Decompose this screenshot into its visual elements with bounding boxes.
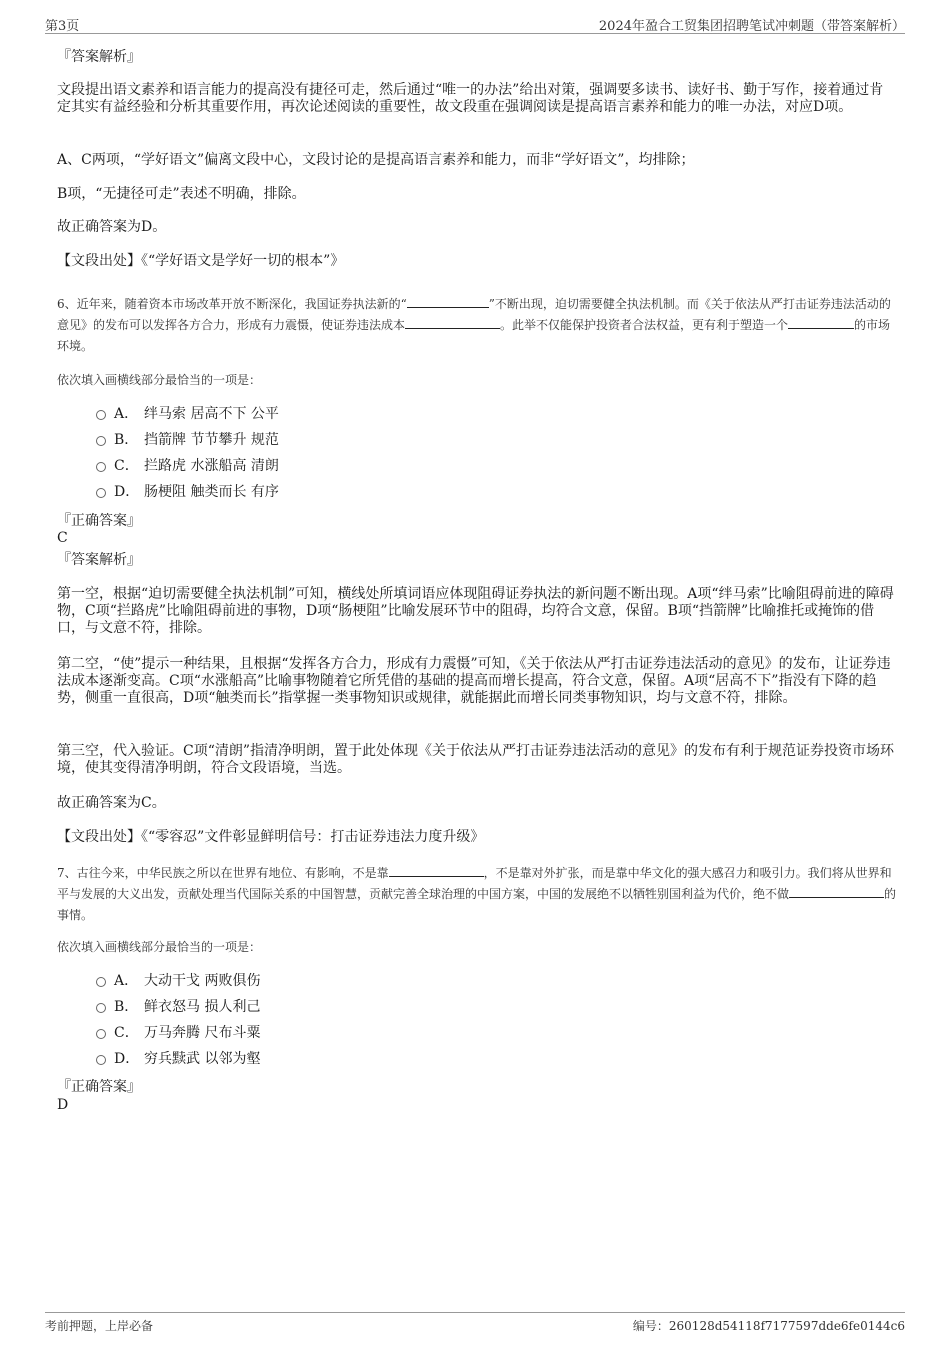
q6-correct-answer: C: [57, 530, 68, 546]
q6-option-d[interactable]: D． 肠梗阻 触类而长 有序: [96, 482, 279, 508]
q6-option-c[interactable]: C． 拦路虎 水涨船高 清朗: [96, 456, 279, 482]
q7-option-c[interactable]: C． 万马奔腾 尺布斗粟: [96, 1023, 260, 1049]
radio-icon[interactable]: [96, 1055, 106, 1065]
document-title: 2024年盈合工贸集团招聘笔试冲刺题（带答案解析）: [598, 19, 905, 34]
q7-stem: 7、古往今来，中华民族之所以在世界有地位、有影响，不是靠 ，不是靠对外扩张，而是靠中华文化的强大感召力和吸引力。我们将从世界和平与发展的大义出发，贡献处理当代国际关系的中国智慧，贡献完善全球治理的中国方案，中国的发展绝不以牺牲别国利益为代价，绝不做 的事情。: [57, 866, 897, 922]
radio-icon[interactable]: [96, 410, 106, 420]
q6-option-b[interactable]: B． 挡箭牌 节节攀升 规范: [96, 430, 279, 456]
q6-analysis-para4: 故正确答案为C。: [57, 795, 166, 811]
q6-options: [96, 404, 279, 508]
q6-stem: 6、近年来，随着资本市场改革开放不断深化，我国证券执法新的“ ”不断出现，迫切需要健全执法机制。而《关于依法从严打击证券违法活动的意见》的发布可以发挥各方合力，形成有力震慑，使证券违法成本 。此举不仅能保护投资者合法权益，更有利于塑造一个 的市场环境。: [57, 297, 891, 353]
q5-analysis-label: 『答案解析』: [57, 49, 141, 65]
q7-correct-label: 『正确答案』: [57, 1079, 141, 1095]
q7-option-b[interactable]: B． 鲜衣怒马 损人利己: [96, 997, 260, 1023]
q7-blank-2: [789, 885, 884, 898]
q6-prompt: 依次填入画横线部分最恰当的一项是：: [57, 373, 262, 387]
q5-source: 【文段出处】《“学好语文是学好一切的根本”》: [57, 253, 345, 269]
q7-option-a[interactable]: A． 大动干戈 两败俱伤: [96, 971, 260, 997]
q6-analysis-para3: 第三空，代入验证。C项“清朗”指清净明朗，置于此处体现《关于依法从严打击证券违法活动的意见》的发布有利于规范证券投资市场环境，使其变得清净明朗，符合文段语境，当选。: [57, 743, 895, 776]
q5-analysis-para3: B项，“无捷径可走”表述不明确，排除。: [57, 186, 306, 202]
q6-source: 【文段出处】《“零容忍”文件彰显鲜明信号：打击证券违法力度升级》: [57, 829, 485, 845]
q6-analysis-label: 『答案解析』: [57, 552, 141, 568]
q6-blank-3: [788, 316, 854, 329]
q6-blank-1: [407, 295, 489, 308]
q7-blank-1: [389, 864, 484, 877]
q6-analysis-para1: 第一空，根据“迫切需要健全执法机制”可知，横线处所填词语应体现阻碍证券执法的新问题不断出现。A项“绊马索”比喻阻碍前进的障碍物，C项“拦路虎”比喻阻碍前进的事物，D项“肠梗阻”比喻发展环节中的阻碍，均符合文意，保留。B项“挡箭牌”比喻推托或掩饰的借口，与文意不符，排除。: [57, 586, 894, 636]
q6-analysis-para2: 第二空，“使”提示一种结果，且根据“发挥各方合力，形成有力震慑”可知，《关于依法从严打击证券违法活动的意见》的发布，让证券违法成本逐渐变高。C项“水涨船高”比喻事物随着它所凭借的基础的提高而增长提高，符合文意，保留。A项“居高不下”指没有下降的趋势，侧重一直很高，D项“触类而长”指掌握一类事物知识或规律，就能据此而增长同类事物知识，均与文意不符，排除。: [57, 656, 891, 706]
q5-analysis-para1: 文段提出语文素养和语言能力的提高没有捷径可走，然后通过“唯一的办法”给出对策，强调要多读书、读好书、勤于写作，接着通过肯定其实有益经验和分析其重要作用，再次论述阅读的重要性，故文段重在强调阅读是提高语言素养和能力的唯一办法，对应D项。: [57, 82, 884, 115]
radio-icon[interactable]: [96, 436, 106, 446]
page-header: [45, 13, 905, 34]
footer-slogan: 考前押题，上岸必备: [45, 1319, 154, 1333]
q7-prompt: 依次填入画横线部分最恰当的一项是：: [57, 940, 262, 954]
page-footer: [45, 1312, 905, 1335]
radio-icon[interactable]: [96, 977, 106, 987]
q7-option-d[interactable]: D． 穷兵黩武 以邻为壑: [96, 1049, 260, 1075]
radio-icon[interactable]: [96, 1003, 106, 1013]
radio-icon[interactable]: [96, 462, 106, 472]
radio-icon[interactable]: [96, 488, 106, 498]
q6-correct-label: 『正确答案』: [57, 513, 141, 529]
q5-analysis-para2: A、C两项，“学好语文”偏离文段中心，文段讨论的是提高语言素养和能力，而非“学好语文”，均排除；: [57, 152, 695, 168]
q5-analysis-para4: 故正确答案为D。: [57, 219, 167, 235]
radio-icon[interactable]: [96, 1029, 106, 1039]
page-number: 第3页: [45, 19, 80, 34]
q6-blank-2: [405, 316, 500, 329]
q7-correct-answer: D: [57, 1097, 69, 1113]
footer-code: 编号：260128d54118f7177597dde6fe0144c6: [632, 1319, 905, 1333]
q6-option-a[interactable]: A． 绊马索 居高不下 公平: [96, 404, 279, 430]
q7-options: [96, 971, 260, 1075]
